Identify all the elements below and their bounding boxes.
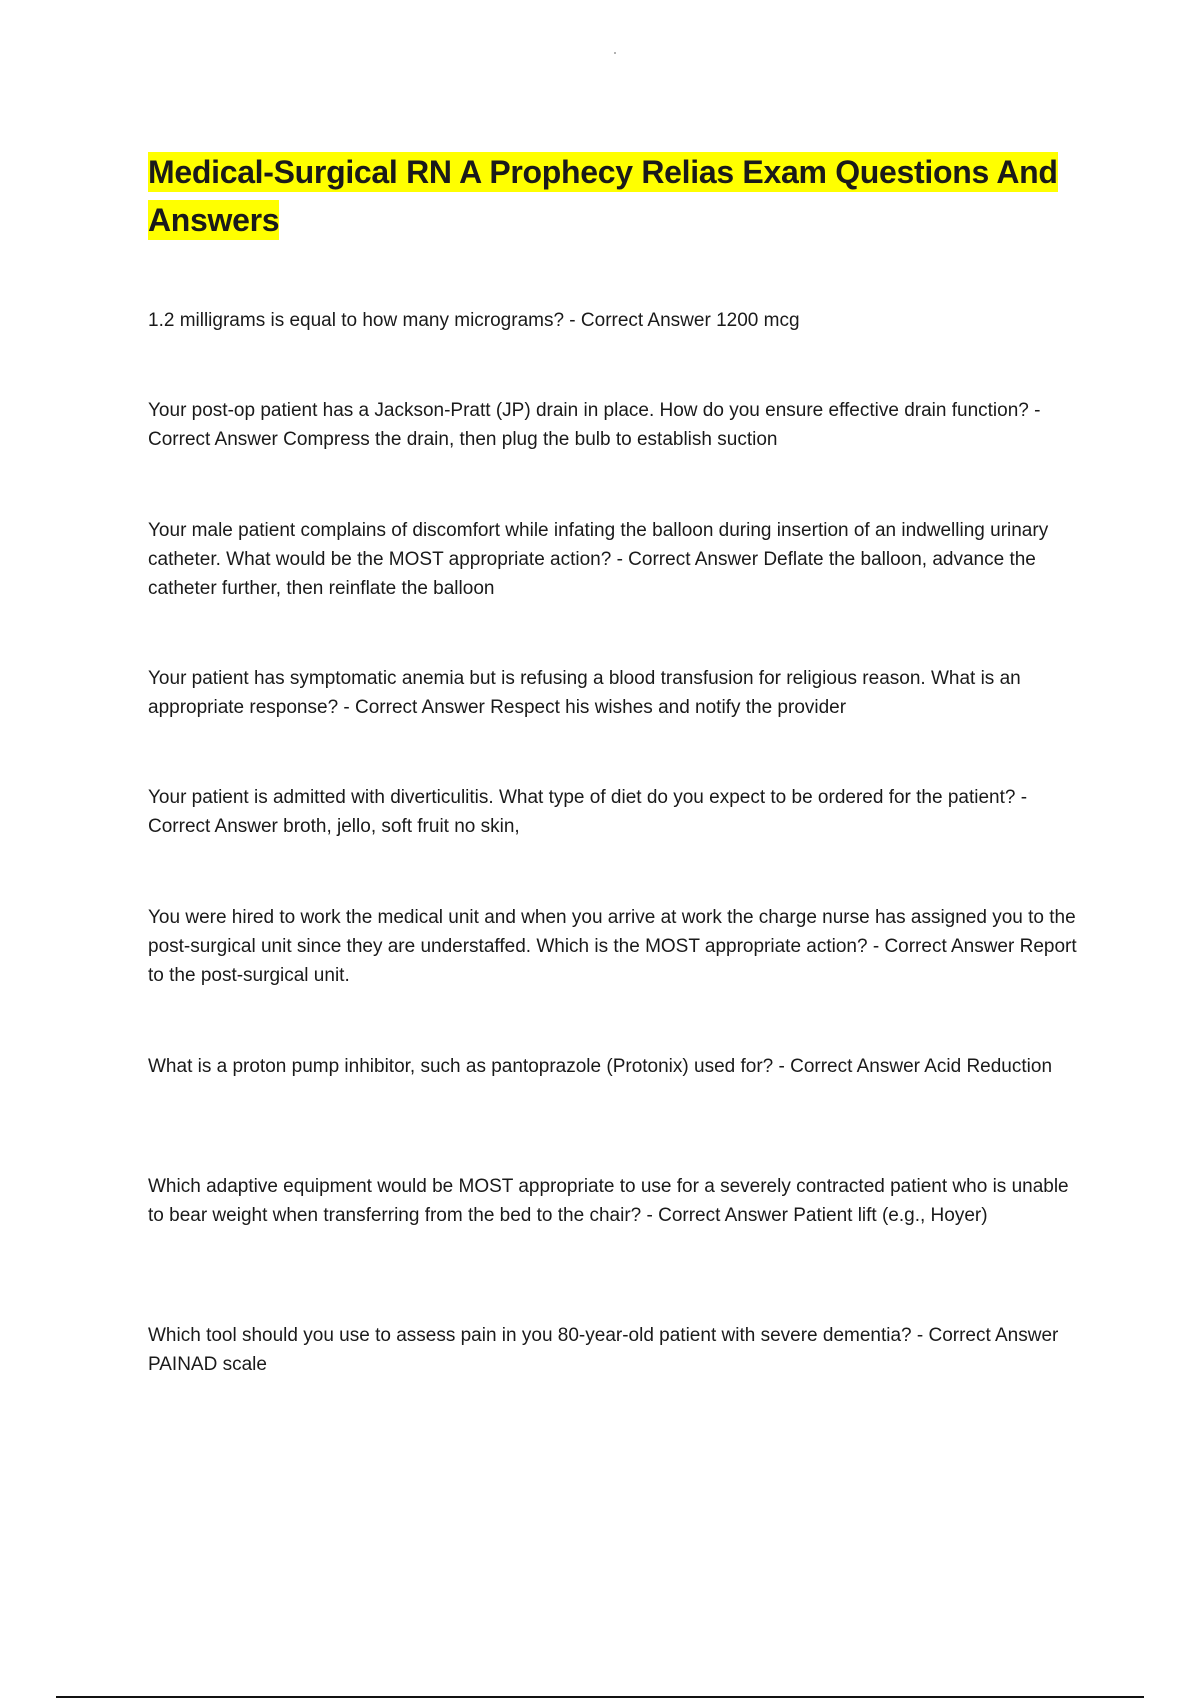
qa-item-6: You were hired to work the medical unit and when you arrive at work the charge nurse has assigned you to the post-surgical unit since they are understaffed. Which is the MOST appropriate action? - Correct Answer Report to the post-surgical unit. bbox=[148, 907, 1077, 986]
qa-item-2: Your post-op patient has a Jackson-Pratt (JP) drain in place. How do you ensure effective drain function? - Correct Answer Compress the drain, then plug the bulb to establish suction bbox=[148, 400, 1041, 450]
qa-item-9: Which tool should you use to assess pain in you 80-year-old patient with severe dementia? - Correct Answer PAINAD scale bbox=[148, 1325, 1059, 1375]
qa-item-7: What is a proton pump inhibitor, such as pantoprazole (Protonix) used for? - Correct Answer Acid Reduction bbox=[148, 1056, 1053, 1077]
title-highlight: Medical-Surgical RN A Prophecy Relias Exam Questions And Answers bbox=[148, 154, 1058, 238]
page-mark bbox=[614, 52, 616, 54]
qa-item-5: Your patient is admitted with diverticulitis. What type of diet do you expect to be ordered for the patient? - Correct Answer broth, jello, soft fruit no skin, bbox=[148, 787, 1028, 837]
document-title bbox=[148, 148, 1088, 244]
qa-item-8: Which adaptive equipment would be MOST appropriate to use for a severely contracted patient who is unable to bear weight when transferring from the bed to the chair? - Correct Answer Patient lift (e.g., Hoyer) bbox=[148, 1176, 1069, 1226]
qa-item-3: Your male patient complains of discomfort while infating the balloon during insertion of an indwelling urinary catheter. What would be the MOST appropriate action? - Correct Answer Deflate the balloon, advance the catheter further, then reinflate the balloon bbox=[148, 520, 1049, 599]
page-bottom-rule bbox=[56, 1696, 1144, 1698]
qa-item-4: Your patient has symptomatic anemia but is refusing a blood transfusion for religious reason. What is an appropriate response? - Correct Answer Respect his wishes and notify the provider bbox=[148, 668, 1021, 718]
qa-item-1: 1.2 milligrams is equal to how many micrograms? - Correct Answer 1200 mcg bbox=[148, 310, 800, 331]
